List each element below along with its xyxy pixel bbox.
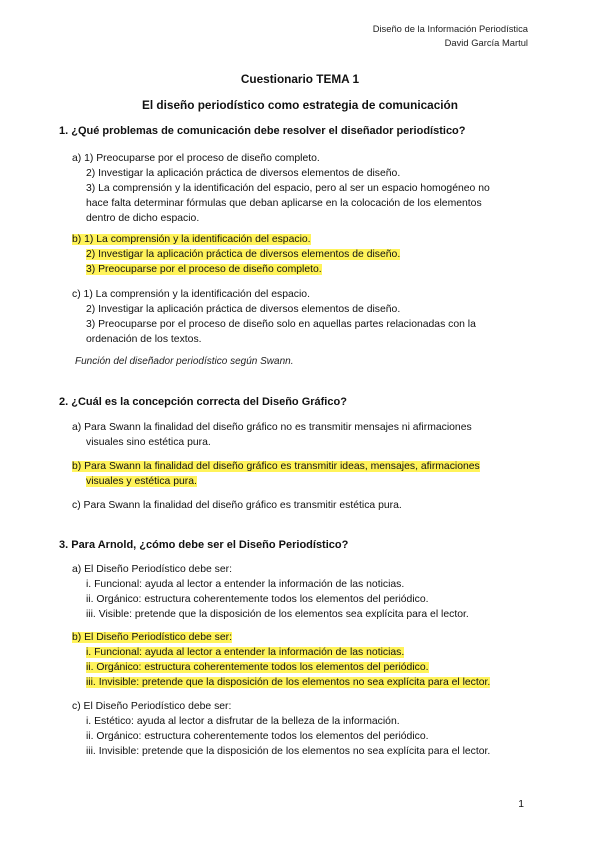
q2-option-b-highlighted [72, 459, 530, 489]
option-line: c) Para Swann la finalidad del diseño gráfico es transmitir estética pura. [72, 500, 402, 511]
option-line: visuales sino estética pura. [86, 437, 211, 448]
option-line: 2) Investigar la aplicación práctica de diversos elementos de diseño. [86, 304, 401, 315]
q2-option-a [72, 420, 530, 450]
option-line: c) 1) La comprensión y la identificación del espacio. [72, 289, 310, 300]
q1-option-c [72, 287, 530, 347]
header-course: Diseño de la Información Periodística [372, 23, 528, 34]
option-line: b) 1) La comprensión y la identificación del espacio. [72, 234, 311, 245]
q3-option-a [72, 562, 530, 622]
option-line: ordenación de los textos. [86, 334, 202, 345]
option-line: a) Para Swann la finalidad del diseño gráfico no es transmitir mensajes ni afirmaciones [72, 422, 472, 433]
option-line: c) El Diseño Periodístico debe ser: [72, 701, 232, 712]
q1-option-b-highlighted [72, 232, 530, 277]
option-line: visuales y estética pura. [86, 476, 197, 487]
option-line: a) El Diseño Periodístico debe ser: [72, 564, 232, 575]
option-line: b) El Diseño Periodístico debe ser: [72, 632, 232, 643]
option-line: i. Estético: ayuda al lector a disfrutar de la belleza de la información. [86, 716, 400, 727]
page-header [373, 22, 528, 50]
header-author: David García Martul [444, 37, 528, 48]
q1-option-a [72, 151, 530, 226]
q1-note: Función del diseñador periodístico según Swann. [75, 356, 294, 367]
question-3: 3. Para Arnold, ¿cómo debe ser el Diseño Periodístico? [59, 539, 349, 551]
option-line: a) 1) Preocuparse por el proceso de diseño completo. [72, 153, 320, 164]
question-2: 2. ¿Cuál es la concepción correcta del Diseño Gráfico? [59, 396, 347, 408]
q3-option-c [72, 699, 530, 759]
document-subtitle: El diseño periodístico como estrategia de comunicación [142, 98, 458, 112]
option-line: dentro de dicho espacio. [86, 213, 200, 224]
option-line: iii. Invisible: pretende que la disposición de los elementos no sea explícita para el lector. [86, 677, 491, 688]
option-line: ii. Orgánico: estructura coherentemente todos los elementos del periódico. [86, 731, 429, 742]
option-line: b) Para Swann la finalidad del diseño gráfico es transmitir ideas, mensajes, afirmaciones [72, 461, 480, 472]
option-line: 2) Investigar la aplicación práctica de diversos elementos de diseño. [86, 249, 401, 260]
option-line: i. Funcional: ayuda al lector a entender la información de las noticias. [86, 647, 405, 658]
option-line: ii. Orgánico: estructura coherentemente todos los elementos del periódico. [86, 662, 429, 673]
page-number: 1 [518, 799, 524, 810]
q2-option-c [72, 498, 530, 513]
question-1: 1. ¿Qué problemas de comunicación debe resolver el diseñador periodístico? [59, 125, 466, 137]
q3-option-b-highlighted [72, 630, 530, 690]
option-line: 3) La comprensión y la identificación del espacio, pero al ser un espacio homogéneo no [86, 183, 490, 194]
option-line: ii. Orgánico: estructura coherentemente todos los elementos del periódico. [86, 594, 429, 605]
option-line: i. Funcional: ayuda al lector a entender la información de las noticias. [86, 579, 405, 590]
option-line: 3) Preocuparse por el proceso de diseño solo en aquellas partes relacionadas con la [86, 319, 476, 330]
option-line: 2) Investigar la aplicación práctica de diversos elementos de diseño. [86, 168, 401, 179]
option-line: 3) Preocuparse por el proceso de diseño completo. [86, 264, 322, 275]
option-line: hace falta determinar fórmulas que deban aplicarse en la colocación de los elementos [86, 198, 482, 209]
option-line: iii. Invisible: pretende que la disposición de los elementos no sea explícita para el lector. [86, 746, 491, 757]
document-title: Cuestionario TEMA 1 [240, 72, 360, 86]
option-line: iii. Visible: pretende que la disposición de los elementos sea explícita para el lector. [86, 609, 469, 620]
